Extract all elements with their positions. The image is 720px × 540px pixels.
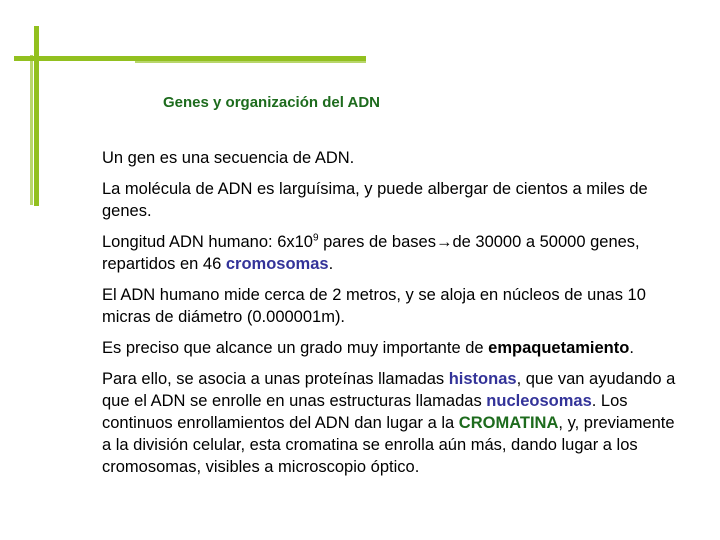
slide-title: Genes y organización del ADN <box>163 94 380 111</box>
slide-body <box>102 147 682 487</box>
exponent: 9 <box>312 232 319 244</box>
term-histonas: histonas <box>448 370 517 388</box>
term-cromatina: CROMATINA <box>458 414 559 432</box>
text-segment: Es preciso que alcance un grado muy importante de <box>102 339 489 357</box>
paragraph-human-dna <box>102 231 682 275</box>
arrow-icon: → <box>435 233 453 251</box>
text-segment: . <box>629 339 634 357</box>
text-segment: Para ello, se asocia a unas proteínas llamadas <box>102 370 449 388</box>
paragraph-packaging <box>102 337 682 359</box>
term-nucleosomas: nucleosomas <box>486 392 592 410</box>
text-segment: . <box>328 255 334 273</box>
text-segment: , y, previamente a la división celular, esta cromatina se enrolla aún más, dando lugar a los cromosomas, visibles a microscopio óptico. <box>102 414 675 476</box>
decorative-horizontal-thin-line <box>135 61 366 63</box>
term-empaquetamiento: empaquetamiento <box>488 339 630 357</box>
text-segment: . Los continuos enrollamientos del ADN dan lugar a la <box>102 392 628 432</box>
text-segment: Longitud ADN humano: 6x10 <box>102 233 313 251</box>
paragraph-dna-length: La molécula de ADN es larguísima, y puede albergar de cientos a miles de genes. <box>102 180 648 220</box>
paragraph-dna-size: El ADN humano mide cerca de 2 metros, y se aloja en núcleos de unas 10 micras de diámetro (0.000001m). <box>102 286 646 326</box>
term-cromosomas: cromosomas <box>225 255 329 273</box>
paragraph-histones <box>102 368 682 478</box>
text-segment: , que van ayudando a que el ADN se enrolle en unas estructuras llamadas <box>102 370 676 410</box>
paragraph-gene-definition: Un gen es una secuencia de ADN. <box>102 149 355 167</box>
decorative-vertical-line <box>34 26 39 206</box>
text-segment: de 30000 a 50000 genes, repartidos en 46 <box>102 233 640 273</box>
decorative-vertical-thin-line <box>30 55 33 205</box>
text-segment: pares de bases <box>318 233 436 251</box>
